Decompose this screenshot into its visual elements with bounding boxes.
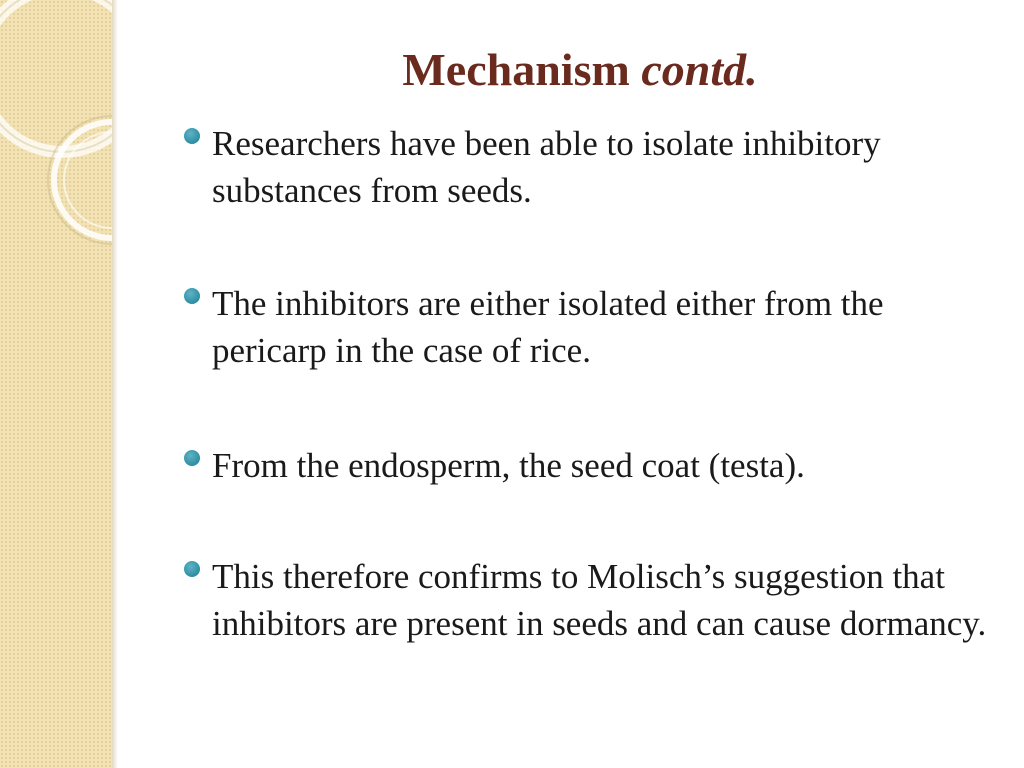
decorative-side-panel: [0, 0, 112, 768]
bullet-text: Researchers have been able to isolate inhibitory substances from seeds.: [212, 124, 881, 210]
teal-dot-icon: [184, 450, 200, 466]
decorative-circles: [0, 0, 112, 768]
slide-title: [160, 40, 1000, 100]
title-italic: contd.: [641, 44, 758, 95]
teal-dot-icon: [184, 128, 200, 144]
bullet-text: From the endosperm, the seed coat (testa).: [212, 446, 805, 485]
side-panel-shadow: [112, 0, 118, 768]
teal-dot-icon: [184, 561, 200, 577]
title-main: Mechanism: [402, 44, 630, 95]
bullet-text: This therefore confirms to Molisch’s suggestion that inhibitors are present in seeds and can cause dormancy.: [212, 557, 987, 643]
teal-dot-icon: [184, 288, 200, 304]
bullet-text: The inhibitors are either isolated either from the pericarp in the case of rice.: [212, 284, 884, 370]
